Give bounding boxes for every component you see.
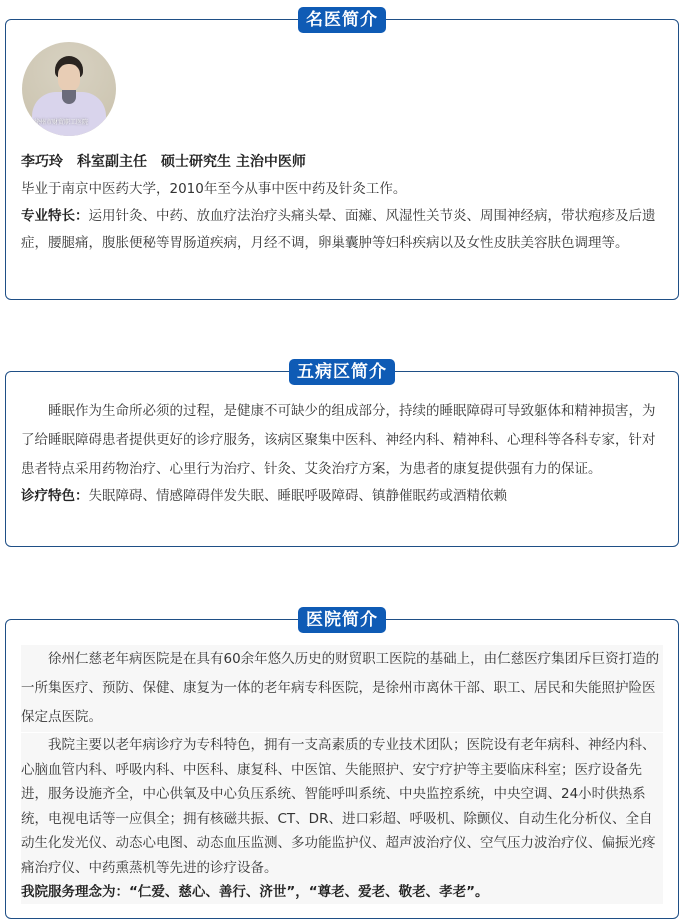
hospital-intro-section xyxy=(5,610,679,919)
hospital-paragraph-2: 我院主要以老年病诊疗为专科特色，拥有一支高素质的专业技术团队；医院设有老年病科、神经内科、心脑血管内科、呼吸内科、中医科、康复科、中医馆、失能照护、安宁疗护等主要临床科室；医疗设备先进，服务设施齐全，中心供氧及中心负压系统、智能呼叫系统、中央监控系统，中央空调、24小时供热系统，电视电话等一应俱全；拥有核磁共振、CT、DR、进口彩超、呼吸机、除颤仪、自动生化分析仪、全自动生化发光仪、动态心电图、动态血压监测、多功能监护仪、超声波治疗仪、空气压力波治疗仪、偏振光疼痛治疗仪、中药熏蒸机等先进的诊疗设备。 xyxy=(21,733,663,880)
ward-intro-section xyxy=(5,362,679,547)
doctor-specialty xyxy=(21,203,663,257)
hospital-intro-badge: 医院简介 xyxy=(298,607,386,633)
avatar-watermark: 徐州市财贸职工医院 xyxy=(34,119,89,126)
hospital-philosophy: 我院服务理念为：“仁爱、慈心、善行、济世”，“尊老、爱老、敬老、孝老”。 xyxy=(21,880,663,904)
doctor-avatar-icon xyxy=(22,42,116,136)
ward-intro-badge: 五病区简介 xyxy=(289,359,395,385)
ward-intro-text: 睡眠作为生命所必须的过程，是健康不可缺少的组成部分，持续的睡眠障碍可导致躯体和精神损害，为了给睡眠障碍患者提供更好的诊疗服务，该病区聚集中医科、神经内科、精神科、心理科等各科专家，针对患者特点采用药物治疗、心里行为治疗、针灸、艾灸治疗方案，为患者的康复提供强有力的保证。 xyxy=(21,403,656,477)
doctor-education: 毕业于南京中医药大学，2010年至今从事中医中药及针灸工作。 xyxy=(21,181,407,197)
doctor-intro-badge: 名医简介 xyxy=(298,7,386,33)
ward-feature-label: 诊疗特色： xyxy=(21,488,89,504)
ward-features xyxy=(21,484,663,508)
specialty-label: 专业特长： xyxy=(21,208,89,224)
hospital-paragraph-1: 徐州仁慈老年病医院是在具有60余年悠久历史的财贸职工医院的基础上，由仁慈医疗集团斥巨资打造的一所集医疗、预防、保健、康复为一体的老年病专科医院，是徐州市离休干部、职工、居民和失能照护险医保定点医院。 xyxy=(21,645,663,732)
doctor-intro-section xyxy=(5,10,679,300)
specialty-text: 运用针灸、中药、放血疗法治疗头痛头晕、面瘫、风湿性关节炎、周围神经病，带状疱疹及后遗症，腰腿痛，腹胀便秘等胃肠道疾病，月经不调，卵巢囊肿等妇科疾病以及女性皮肤美容肤色调理等。 xyxy=(21,208,656,251)
doctor-name-title: 李巧玲 科室副主任 硕士研究生 主治中医师 xyxy=(21,154,306,170)
ward-feature-text: 失眠障碍、情感障碍伴发失眠、睡眠呼吸障碍、镇静催眠药或酒精依赖 xyxy=(88,488,507,504)
